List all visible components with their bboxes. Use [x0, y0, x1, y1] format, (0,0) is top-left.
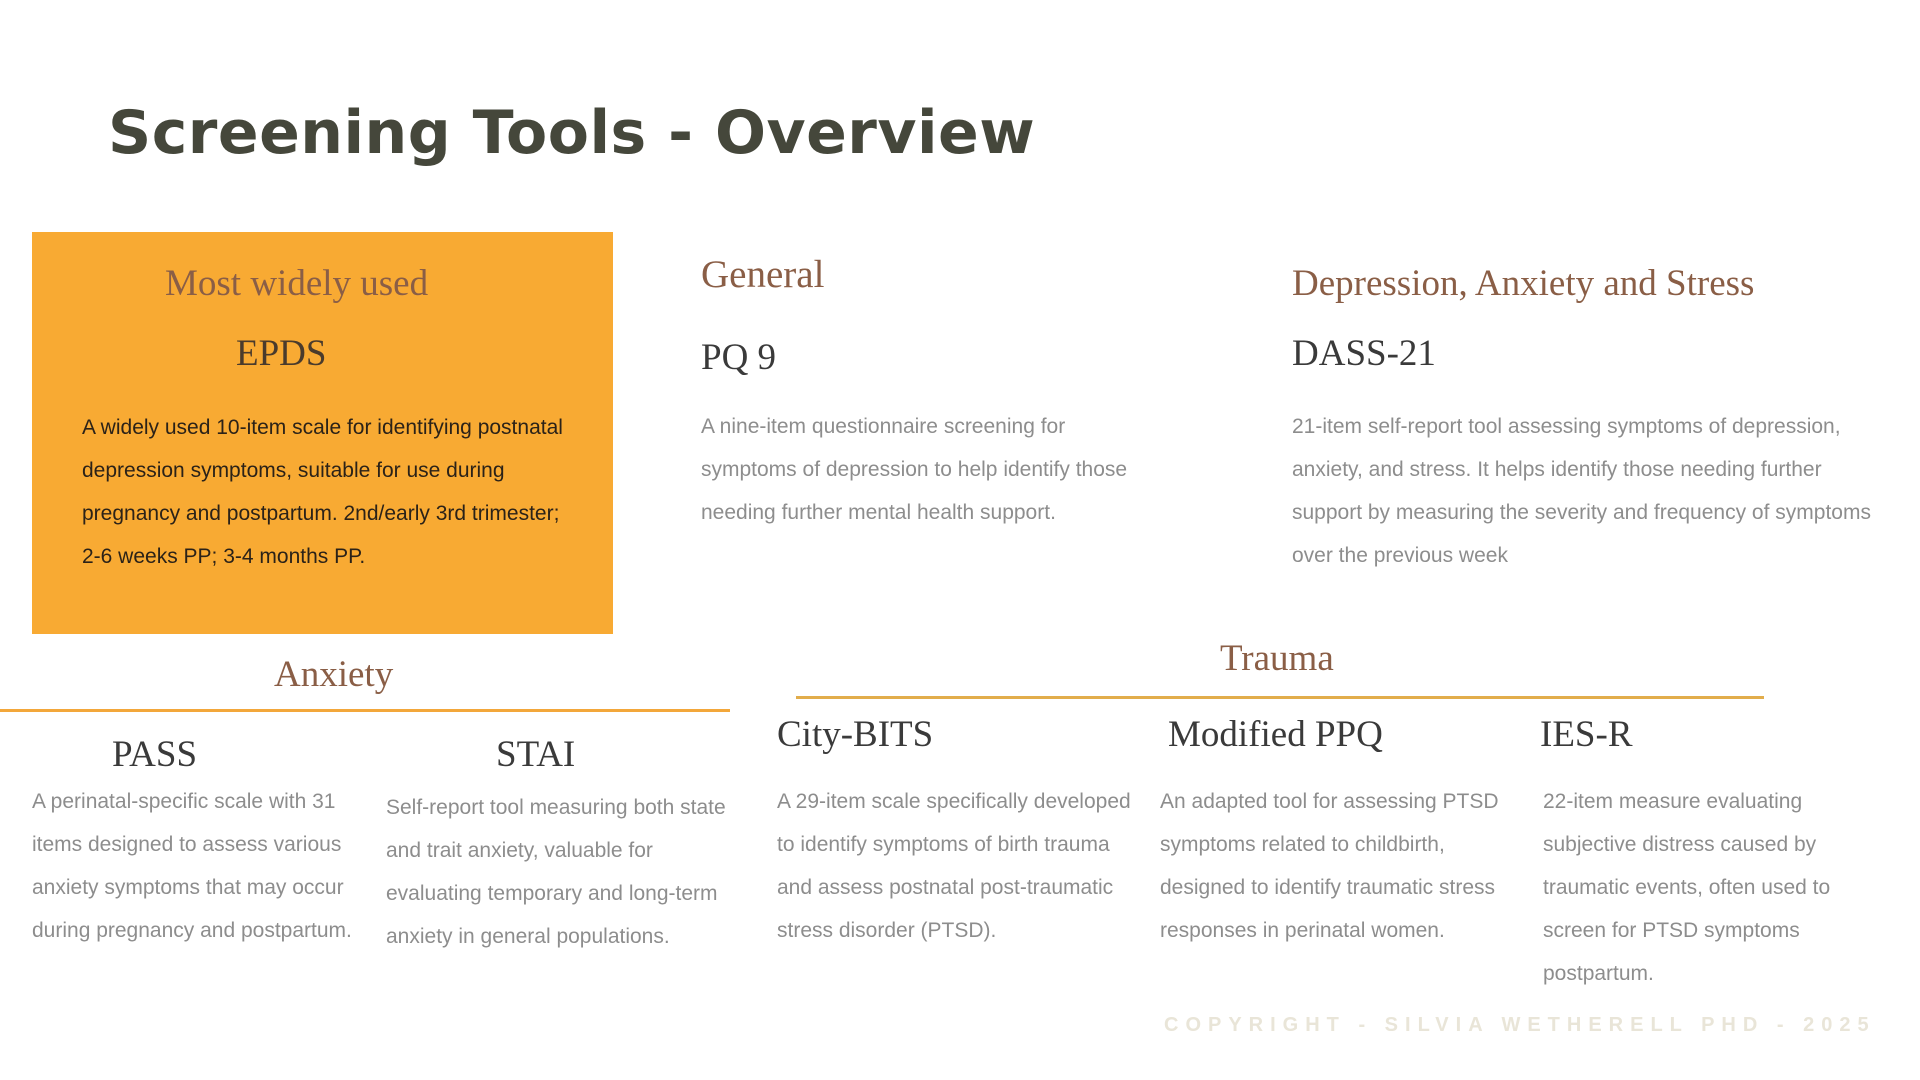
copyright-footer: COPYRIGHT - SILVIA WETHERELL PHD - 2025 [1164, 1014, 1876, 1036]
pass-description: A perinatal-specific scale with 31 items designed to assess various anxiety symptoms that may occur during pregnancy and postpartum. [32, 790, 352, 942]
city-bits-description: A 29-item scale specifically developed to identify symptoms of birth trauma and assess postnatal post-traumatic stress disorder (PTSD). [777, 790, 1131, 942]
featured-epds-card [32, 232, 613, 634]
modified-ppq-name: Modified PPQ [1168, 714, 1383, 755]
featured-heading: Most widely used [165, 263, 429, 304]
trauma-divider [796, 696, 1764, 699]
trauma-heading: Trauma [1220, 638, 1334, 679]
pq9-description: A nine-item questionnaire screening for symptoms of depression to help identify those needing further mental health support. [701, 415, 1128, 524]
das-heading: Depression, Anxiety and Stress [1292, 263, 1755, 304]
ies-r-description: 22-item measure evaluating subjective distress caused by traumatic events, often used to screen for PTSD symptoms postpartum. [1543, 790, 1831, 985]
featured-tool-name: EPDS [236, 333, 327, 374]
stai-name: STAI [496, 734, 576, 775]
dass21-name: DASS-21 [1292, 333, 1436, 374]
general-heading: General [701, 253, 825, 296]
city-bits-name: City-BITS [777, 714, 934, 755]
dass21-description: 21-item self-report tool assessing symptoms of depression, anxiety, and stress. It helps identify those needing further support by measuring the severity and frequency of symptoms over the previous week [1292, 415, 1871, 567]
anxiety-divider [0, 709, 730, 712]
pq9-name: PQ 9 [701, 337, 777, 378]
ies-r-name: IES-R [1540, 714, 1633, 755]
stai-description: Self-report tool measuring both state and trait anxiety, valuable for evaluating temporary and long-term anxiety in general populations. [386, 796, 726, 948]
page-title: Screening Tools - Overview [108, 98, 1036, 168]
featured-description: A widely used 10-item scale for identifying postnatal depression symptoms, suitable for use during pregnancy and postpartum. 2nd/early 3rd trimester; 2-6 weeks PP; 3-4 months PP. [82, 416, 563, 568]
modified-ppq-description: An adapted tool for assessing PTSD symptoms related to childbirth, designed to identify traumatic stress responses in perinatal women. [1160, 790, 1499, 942]
anxiety-heading: Anxiety [274, 654, 394, 695]
pass-name: PASS [112, 734, 198, 775]
